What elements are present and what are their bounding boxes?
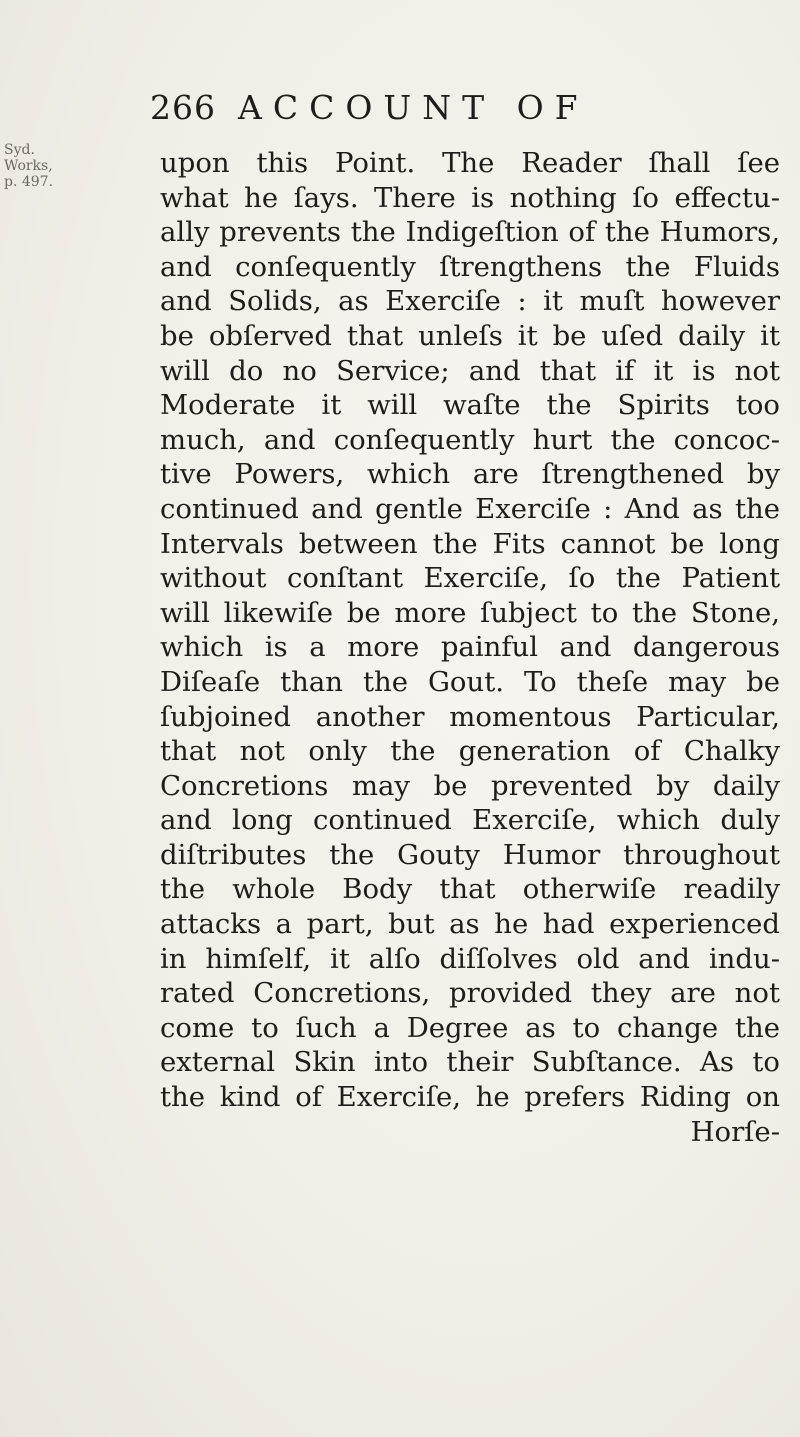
text-line: and conſequently ſtrengthens the Fluids (160, 250, 780, 283)
text-line: will do no Service; and that if it is not (160, 354, 780, 387)
text-line: upon this Point. The Reader ſhall ſee (160, 147, 780, 179)
margin-note-line: p. 497. (4, 174, 54, 190)
text-line: Diſeaſe than the Gout. To theſe may be (160, 665, 780, 698)
text-line: Moderate it will waſte the Spirits too (160, 389, 780, 422)
text-line: the whole Body that otherwiſe readily (160, 873, 780, 906)
catchword: Horſe- (690, 1115, 780, 1148)
text-line: ally prevents the Indigeſtion of the Humors, (160, 216, 780, 249)
text-line: attacks a part, but as he had experienced (160, 908, 780, 941)
text-line: rated Concretions, provided they are not (160, 977, 780, 1010)
text-line: diſtributes the Gouty Humor throughout (160, 838, 780, 871)
margin-note-line: Works, (4, 158, 53, 174)
text-line: that not only the generation of Chalky (160, 735, 780, 768)
text-line: the kind of Exerciſe, he prefers Riding on (160, 1081, 780, 1114)
text-line: come to ſuch a Degree as to change the (160, 1011, 780, 1044)
text-line: continued and gentle Exerciſe : And as the (160, 492, 780, 525)
text-line: in himſelf, it alſo diſſolves old and indu- (160, 942, 780, 975)
text-line: tive Powers, which are ſtrengthened by (160, 458, 780, 491)
text-line: external Skin into their Subſtance. As to (160, 1046, 780, 1079)
margin-note-line: Syd. (4, 142, 35, 158)
text-line: be obſerved that unleſs it be uſed daily it (160, 319, 780, 352)
text-line: and Solids, as Exerciſe : it muſt however (160, 285, 780, 318)
text-line: and long continued Exerciſe, which duly (160, 804, 780, 837)
text-line: will likewiſe be more ſubject to the Stone, (160, 596, 780, 629)
page-header (150, 88, 710, 140)
text-line: much, and conſequently hurt the concoc- (160, 423, 780, 456)
text-line: what he ſays. There is nothing ſo effectu- (160, 181, 780, 214)
margin-note (4, 142, 74, 190)
text-line: which is a more painful and dangerous (160, 631, 780, 664)
page-number: 266 (150, 88, 216, 127)
text-line: ſubjoined another momentous Particular, (160, 700, 780, 733)
running-title: ACCOUNT OF (238, 88, 589, 127)
text-line: without conſtant Exerciſe, ſo the Patient (160, 562, 780, 595)
text-line: Intervals between the Fits cannot be long (160, 527, 780, 560)
text-line: Concretions may be prevented by daily (160, 769, 780, 802)
body-text (160, 146, 780, 1149)
